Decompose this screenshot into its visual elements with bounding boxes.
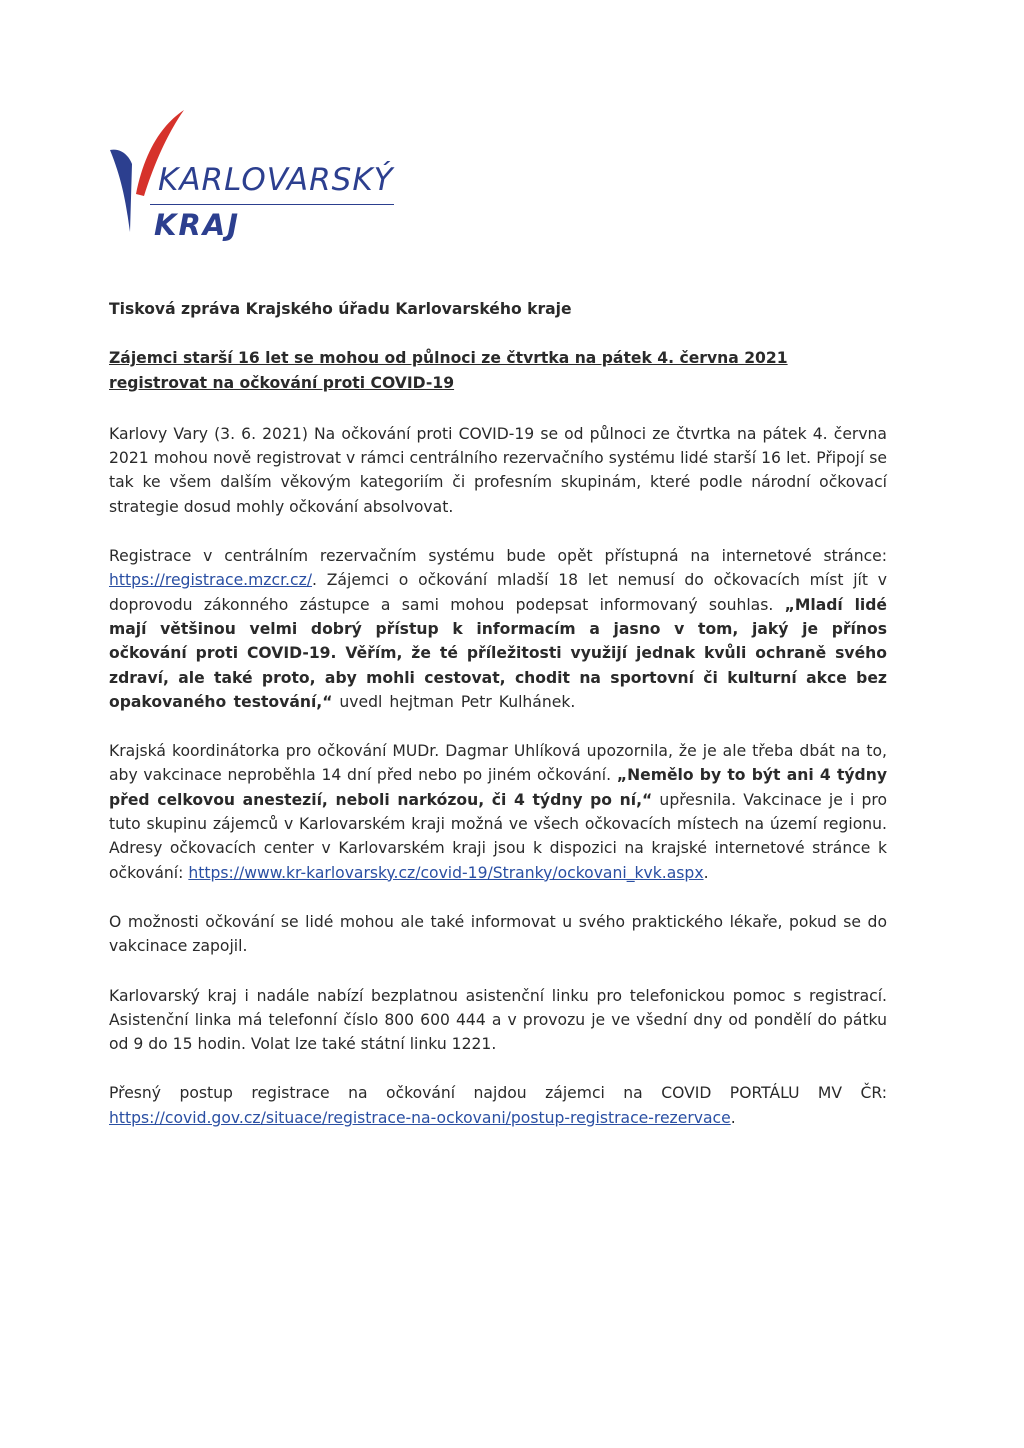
paragraph-registration-text: . Zájemci o očkování mladší 18 let nemusí do očkovacích míst jít v doprovodu zákonného zástupce a sami mohou podepsat informovaný souhlas. bbox=[109, 571, 887, 614]
paragraph-coordinator-middle: upřesnila. Vakcinace je i pro tuto skupinu zájemců v Karlovarském kraji možná ve všech očkovacích místech na území regionu. Adresy očkovacích center v Karlovarském kraji jsou k dispozici na krajské internetové stránce k očkování: bbox=[109, 790, 888, 882]
paragraph-registration-lead: Registrace v centrálním rezervačním systému bude opět přístupná na internetové stránce: bbox=[109, 547, 887, 566]
logo-divider bbox=[150, 204, 394, 205]
covid-portal-link[interactable]: https://covid.gov.cz/situace/registrace-na-ockovani/postup-registrace-rezervace bbox=[109, 1108, 731, 1127]
coordinator-quote: „Nemělo by to být ani 4 týdny před celkovou anestezií, neboli narkózou, či 4 týdny po ní,“ bbox=[109, 766, 887, 809]
logo-word-karlovarsky: KARLOVARSKÝ bbox=[158, 162, 394, 198]
vaccination-centers-link[interactable]: https://www.kr-karlovarsky.cz/covid-19/Stranky/ockovani_kvk.aspx bbox=[188, 863, 704, 882]
karlovarsky-kraj-logo bbox=[108, 104, 408, 244]
paragraph-portal-lead: Přesný postup registrace na očkování najdou zájemci na COVID PORTÁLU MV ČR: bbox=[109, 1084, 887, 1103]
paragraph-intro: Karlovy Vary (3. 6. 2021) Na očkování proti COVID-19 se od půlnoci ze čtvrtka na pátek 4. června 2021 mohou nově registrovat v rámci centrálního rezervačního systému lidé starší 16 let. Připojí se tak ke všem dalším věkovým kategoriím či profesním skupinám, které podle národní očkovací strategie dosud mohly očkování absolvovat. bbox=[109, 424, 887, 516]
paragraph-portal bbox=[109, 1081, 887, 1130]
governor-quote: „Mladí lidé mají většinou velmi dobrý přístup k informacím a jasno v tom, jaký je přínos očkování proti COVID-19. Věřím, že té příležitosti využijí jednak kvůli ochraně svého zdraví, ale také proto, aby mohli cestovat, chodit na sportovní či kulturní akce bez opakovaného testování,“ bbox=[109, 595, 887, 711]
paragraph-registration-tail: uvedl hejtman Petr Kulhánek. bbox=[332, 692, 576, 711]
paragraph-coordinator-tail: . bbox=[703, 863, 709, 882]
logo-word-kraj: KRAJ bbox=[154, 208, 241, 242]
paragraph-helpline: Karlovarský kraj i nadále nabízí bezplatnou asistenční linku pro telefonickou pomoc s registrací. Asistenční linka má telefonní číslo 800 600 444 a v provozu je ve všední dny od pondělí do pátku od 9 do 15 hodin. Volat lze také státní linku 1221. bbox=[109, 986, 887, 1054]
article-body bbox=[109, 297, 887, 1155]
paragraph-coordinator bbox=[109, 739, 887, 885]
press-release-kicker: Tisková zpráva Krajského úřadu Karlovarského kraje bbox=[109, 300, 572, 318]
paragraph-portal-tail: . bbox=[730, 1108, 736, 1127]
article-headline: Zájemci starší 16 let se mohou od půlnoci ze čtvrtka na pátek 4. června 2021 registrovat na očkování proti COVID-19 bbox=[109, 349, 788, 392]
registration-link[interactable]: https://registrace.mzcr.cz/ bbox=[109, 571, 313, 590]
paragraph-doctor: O možnosti očkování se lidé mohou ale také informovat u svého praktického lékaře, pokud se do vakcinace zapojil. bbox=[109, 912, 887, 956]
paragraph-coordinator-lead: Krajská koordinátorka pro očkování MUDr. Dagmar Uhlíková upozornila, že je ale třeba dbát na to, aby vakcinace neproběhla 14 dní před nebo po jiném očkování. bbox=[109, 742, 887, 785]
paragraph-registration bbox=[109, 544, 887, 714]
